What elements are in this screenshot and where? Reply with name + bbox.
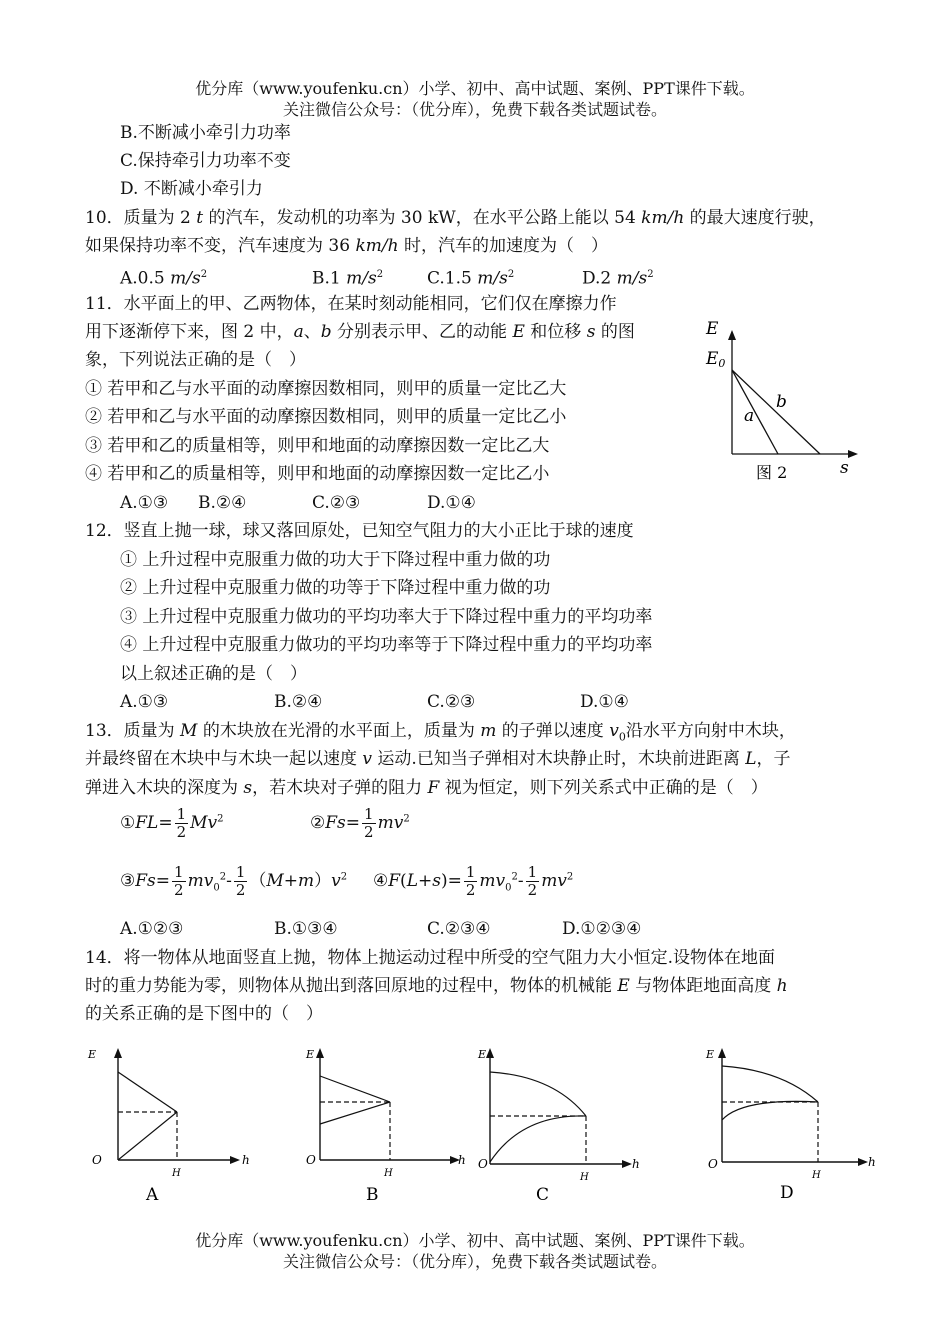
svg-text:H: H xyxy=(812,1170,821,1181)
q10-option-c: C.1.5 $m/s^2$ xyxy=(427,268,515,289)
q11-statement-4: ④ 若甲和乙的质量相等，则甲和地面的动摩擦因数一定比乙小 xyxy=(85,464,550,484)
q12-option-d: D.①④ xyxy=(580,692,629,712)
page-footer-line-2: 关注微信公众号：（优分库），免费下载各类试题试卷。 xyxy=(282,1252,667,1271)
q13-option-c: C.②③④ xyxy=(427,919,491,939)
page-header-line-2: 关注微信公众号：（优分库），免费下载各类试题试卷。 xyxy=(282,100,667,119)
q10-option-d: D.2 $m/s^2$ xyxy=(582,268,654,289)
q12-statement-1: ① 上升过程中克服重力做的功大于下降过程中重力做的功 xyxy=(120,550,551,570)
q13-option-b: B.①③④ xyxy=(274,919,338,939)
page-footer-line-1: 优分库（www.youfenku.cn）小学、初中、高中试题、案例、PPT课件下载。 xyxy=(195,1231,755,1250)
q12-statement-4: ④ 上升过程中克服重力做功的平均功率等于下降过程中重力的平均功率 xyxy=(120,635,653,655)
figure-2-energy-displacement xyxy=(700,318,870,488)
svg-text:E: E xyxy=(306,1048,315,1061)
svg-text:O: O xyxy=(478,1157,488,1171)
q9-option-d: D. 不断减小牵引力 xyxy=(120,179,263,199)
q12-stem: 12．竖直上抛一球，球又落回原处，已知空气阻力的大小正比于球的速度 xyxy=(85,521,634,541)
q11-option-b: B.②④ xyxy=(198,493,247,513)
q12-options xyxy=(0,690,950,714)
q10-options xyxy=(0,263,950,287)
q13-stem-line-1: 13．质量为 M 的木块放在光滑的水平面上，质量为 m 的子弹以速度 $v_0$沿水平方向射中木块， xyxy=(85,721,796,744)
axis-e-label: E xyxy=(706,319,719,339)
q12-statement-2: ② 上升过程中克服重力做的功等于下降过程中重力做的功 xyxy=(120,578,551,598)
svg-text:O: O xyxy=(306,1153,316,1167)
q10-option-a: A.0.5 $m/s^2$ xyxy=(120,268,208,289)
graph-a xyxy=(82,1042,262,1207)
q13-formula-2: ②Fs= $\frac{1}{2}$ $mv^2$ xyxy=(310,805,410,841)
e0-label: E0 xyxy=(706,349,726,370)
q12-option-b: B.②④ xyxy=(274,692,323,712)
svg-text:E: E xyxy=(706,1048,715,1061)
q10-stem-line-2: 如果保持功率不变，汽车速度为 36 km/h 时，汽车的加速度为（ ） xyxy=(85,236,608,256)
q13-option-a: A.①②③ xyxy=(120,919,184,939)
graph-c-label: C xyxy=(536,1185,550,1205)
q13-formula-4: ④F(L+s)= $\frac{1}{2}$ $mv_0^2-$ $\frac{1}{2}$ $mv^2$ xyxy=(373,863,574,899)
figure-2-caption: 图 2 xyxy=(756,463,788,482)
svg-text:H: H xyxy=(580,1172,589,1183)
q10-option-b: B.1 $m/s^2$ xyxy=(312,268,384,289)
q13-formula-1: ①FL= $\frac{1}{2}$ Mv$^2$ xyxy=(120,805,224,841)
q9-option-b: B.不断减小牵引力功率 xyxy=(120,123,291,143)
svg-text:h: h xyxy=(868,1155,876,1169)
q13-options xyxy=(0,917,950,941)
q12-ask: 以上叙述正确的是（ ） xyxy=(120,664,307,684)
label-a: a xyxy=(744,406,755,426)
graph-a-label: A xyxy=(146,1185,159,1205)
q9-option-c: C.保持牵引力功率不变 xyxy=(120,151,291,171)
label-b: b xyxy=(776,392,787,412)
axis-s-label: s xyxy=(840,458,849,478)
q11-statement-1: ① 若甲和乙与水平面的动摩擦因数相同，则甲的质量一定比乙大 xyxy=(85,379,567,399)
graph-b xyxy=(302,1042,482,1207)
q11-stem-line-2: 用下逐渐停下来，图 2 中，a、b 分别表示甲、乙的动能 E 和位移 s 的图 xyxy=(85,322,635,342)
q14-stem-line-3: 的关系正确的是下图中的（ ） xyxy=(85,1004,323,1024)
q14-stem-line-2: 时的重力势能为零，则物体从抛出到落回原地的过程中，物体的机械能 E 与物体距地面高度 h xyxy=(85,976,788,996)
svg-text:H: H xyxy=(172,1168,181,1179)
svg-text:h: h xyxy=(458,1153,466,1167)
q11-statement-3: ③ 若甲和乙的质量相等，则甲和地面的动摩擦因数一定比乙大 xyxy=(85,436,550,456)
svg-text:E: E xyxy=(478,1048,487,1061)
page-header-line-1: 优分库（www.youfenku.cn）小学、初中、高中试题、案例、PPT课件下载。 xyxy=(195,79,755,98)
graph-d-label: D xyxy=(780,1183,794,1203)
q12-statement-3: ③ 上升过程中克服重力做功的平均功率大于下降过程中重力的平均功率 xyxy=(120,607,653,627)
q13-option-d: D.①②③④ xyxy=(562,919,642,939)
q13-stem-line-3: 弹进入木块的深度为 s，若木块对子弹的阻力 F 视为恒定，则下列关系式中正确的是（ ） xyxy=(85,778,768,798)
graph-d xyxy=(702,1042,882,1207)
q12-option-a: A.①③ xyxy=(120,692,169,712)
q14-stem-line-1: 14．将一物体从地面竖直上抛，物体上抛运动过程中所受的空气阻力大小恒定.设物体在地面 xyxy=(85,948,776,968)
q11-option-c: C.②③ xyxy=(312,493,361,513)
svg-text:H: H xyxy=(384,1168,393,1179)
q11-options xyxy=(0,491,950,515)
graph-b-label: B xyxy=(366,1185,379,1205)
svg-text:O: O xyxy=(708,1157,718,1171)
q11-statement-2: ② 若甲和乙与水平面的动摩擦因数相同，则甲的质量一定比乙小 xyxy=(85,407,567,427)
q11-option-d: D.①④ xyxy=(427,493,476,513)
svg-text:E: E xyxy=(88,1048,97,1061)
q10-stem-line-1: 10．质量为 2 t 的汽车，发动机的功率为 30 kW，在水平公路上能以 54 km/h 的最大速度行驶， xyxy=(85,208,826,228)
svg-text:h: h xyxy=(632,1157,640,1171)
svg-text:O: O xyxy=(92,1153,102,1167)
graph-c xyxy=(474,1042,654,1207)
q12-option-c: C.②③ xyxy=(427,692,476,712)
line-a xyxy=(732,370,778,454)
q11-stem-line-1: 11．水平面上的甲、乙两物体，在某时刻动能相同，它们仅在摩擦力作 xyxy=(85,294,617,314)
svg-text:h: h xyxy=(242,1153,250,1167)
q11-option-a: A.①③ xyxy=(120,493,169,513)
q13-formula-3: ③Fs= $\frac{1}{2}$ $mv_0^2-$ $\frac{1}{2}$ $(M+m)v^2$ xyxy=(120,863,348,899)
q11-stem-line-3: 象，下列说法正确的是（ ） xyxy=(85,350,306,370)
q13-stem-line-2: 并最终留在木块中与木块一起以速度 v 运动.已知当子弹相对木块静止时，木块前进距离 L，子 xyxy=(85,749,791,769)
